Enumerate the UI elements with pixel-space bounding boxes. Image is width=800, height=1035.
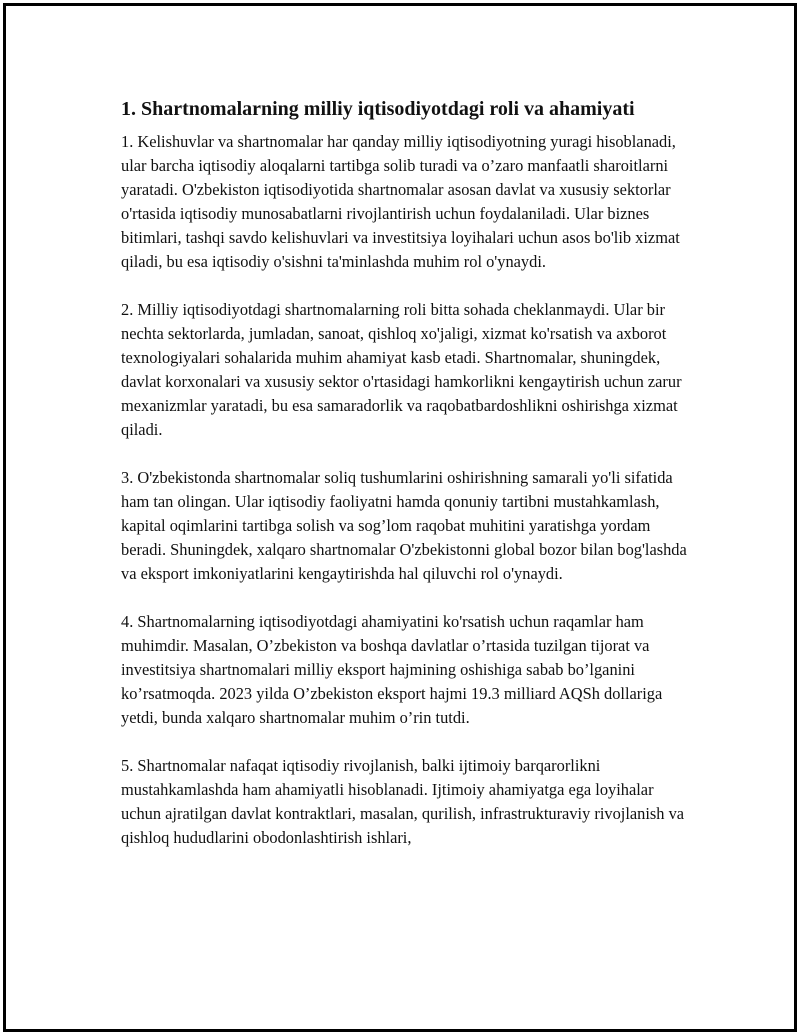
document-body	[121, 96, 696, 874]
paragraph-1: 1. Kelishuvlar va shartnomalar har qanday milliy iqtisodiyotning yuragi hisoblanadi, ular barcha iqtisodiy aloqalarni tartibga solib turadi va o’zaro manfaatli sharoitlarni yaratadi. O'zbekiston iqtisodiyotida shartnomalar asosan davlat va xususiy sektorlar o'rtasida iqtisodiy munosabatlarni rivojlantirish uchun foydalaniladi. Ular biznes bitimlari, tashqi savdo kelishuvlari va investitsiya loyihalari uchun asos bo'lib xizmat qiladi, bu esa iqtisodiy o'sishni ta'minlashda muhim rol o'ynaydi.	[121, 132, 680, 271]
document-page	[3, 3, 797, 1032]
section-heading: 1. Shartnomalarning milliy iqtisodiyotdagi roli va ahamiyati	[121, 98, 635, 120]
paragraph-5: 5. Shartnomalar nafaqat iqtisodiy rivojlanish, balki ijtimoiy barqarorlikni mustahkamlashda ham ahamiyatli hisoblanadi. Ijtimoiy ahamiyatga ega loyihalar uchun ajratilgan davlat kontraktlari, masalan, qurilish, infrastrukturaviy rivojlanish va qishloq hududlarini obodonlashtirish ishlari,	[121, 756, 685, 847]
paragraph-3: 3. O'zbekistonda shartnomalar soliq tushumlarini oshirishning samarali yo'li sifatida ham tan olingan. Ular iqtisodiy faoliyatni hamda qonuniy tartibni mustahkamlash, kapital oqimlarini tartibga solish va sog’lom raqobat muhitini yaratishga yordam beradi. Shuningdek, xalqaro shartnomalar O'zbekistonni global bozor bilan bog'lashda va eksport imkoniyatlarini kengaytirishda hal qiluvchi rol o'ynaydi.	[121, 468, 687, 583]
paragraph-2: 2. Milliy iqtisodiyotdagi shartnomalarning roli bitta sohada cheklanmaydi. Ular bir nechta sektorlarda, jumladan, sanoat, qishloq xo'jaligi, xizmat ko'rsatish va axborot texnologiyalari sohalarida muhim ahamiyat kasb etadi. Shartnomalar, shuningdek, davlat korxonalari va xususiy sektor o'rtasidagi hamkorlikni kengaytirish uchun zarur mexanizmlar yaratadi, bu esa samaradorlik va raqobatbardoshlikni oshirishga xizmat qiladi.	[121, 300, 682, 439]
paragraph-4: 4. Shartnomalarning iqtisodiyotdagi ahamiyatini ko'rsatish uchun raqamlar ham muhimdir. Masalan, O’zbekiston va boshqa davlatlar o’rtasida tuzilgan tijorat va investitsiya shartnomalari milliy eksport hajmining oshishiga sabab bo’lganini ko’rsatmoqda. 2023 yilda O’zbekiston eksport hajmi 19.3 milliard AQSh dollariga yetdi, bunda xalqaro shartnomalar muhim o’rin tutdi.	[121, 612, 663, 727]
